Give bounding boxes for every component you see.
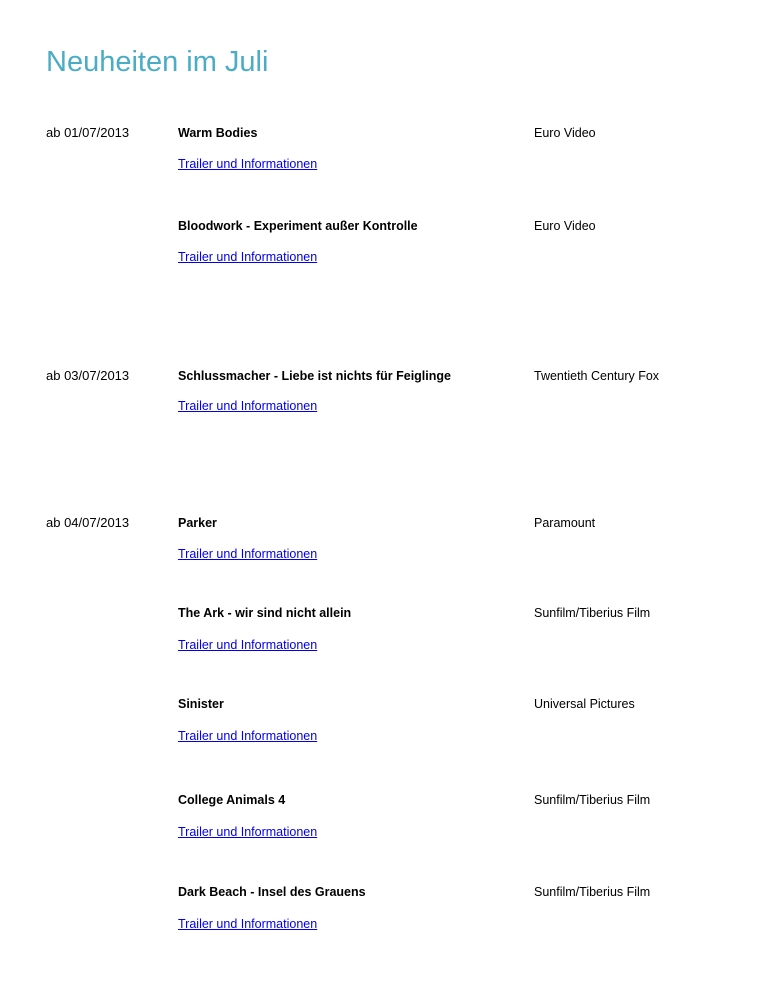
distributor: Euro Video [534, 126, 596, 140]
movie-title: Schlussmacher - Liebe ist nichts für Feiglinge [178, 369, 451, 383]
page-title: Neuheiten im Juli [46, 46, 269, 78]
trailer-link[interactable]: Trailer und Informationen [178, 638, 318, 652]
distributor: Sunfilm/Tiberius Film [534, 793, 651, 807]
trailer-link[interactable]: Trailer und Informationen [178, 157, 318, 171]
distributor: Sunfilm/Tiberius Film [534, 885, 651, 899]
movie-title: Sinister [178, 697, 224, 711]
trailer-link[interactable]: Trailer und Informationen [178, 729, 318, 743]
release-date: ab 04/07/2013 [46, 515, 130, 530]
distributor: Sunfilm/Tiberius Film [534, 606, 651, 620]
distributor: Twentieth Century Fox [534, 369, 660, 383]
distributor: Paramount [534, 516, 596, 530]
movie-title: The Ark - wir sind nicht allein [178, 606, 352, 620]
movie-title: College Animals 4 [178, 793, 286, 807]
release-date: ab 01/07/2013 [46, 125, 130, 140]
movie-title: Parker [178, 516, 217, 530]
trailer-link[interactable]: Trailer und Informationen [178, 399, 318, 413]
trailer-link[interactable]: Trailer und Informationen [178, 825, 318, 839]
trailer-link[interactable]: Trailer und Informationen [178, 547, 318, 561]
movie-title: Warm Bodies [178, 126, 258, 140]
distributor: Universal Pictures [534, 697, 635, 711]
trailer-link[interactable]: Trailer und Informationen [178, 917, 318, 931]
movie-title: Bloodwork - Experiment außer Kontrolle [178, 219, 418, 233]
trailer-link[interactable]: Trailer und Informationen [178, 250, 318, 264]
release-date: ab 03/07/2013 [46, 368, 130, 383]
distributor: Euro Video [534, 219, 596, 233]
movie-title: Dark Beach - Insel des Grauens [178, 885, 366, 899]
